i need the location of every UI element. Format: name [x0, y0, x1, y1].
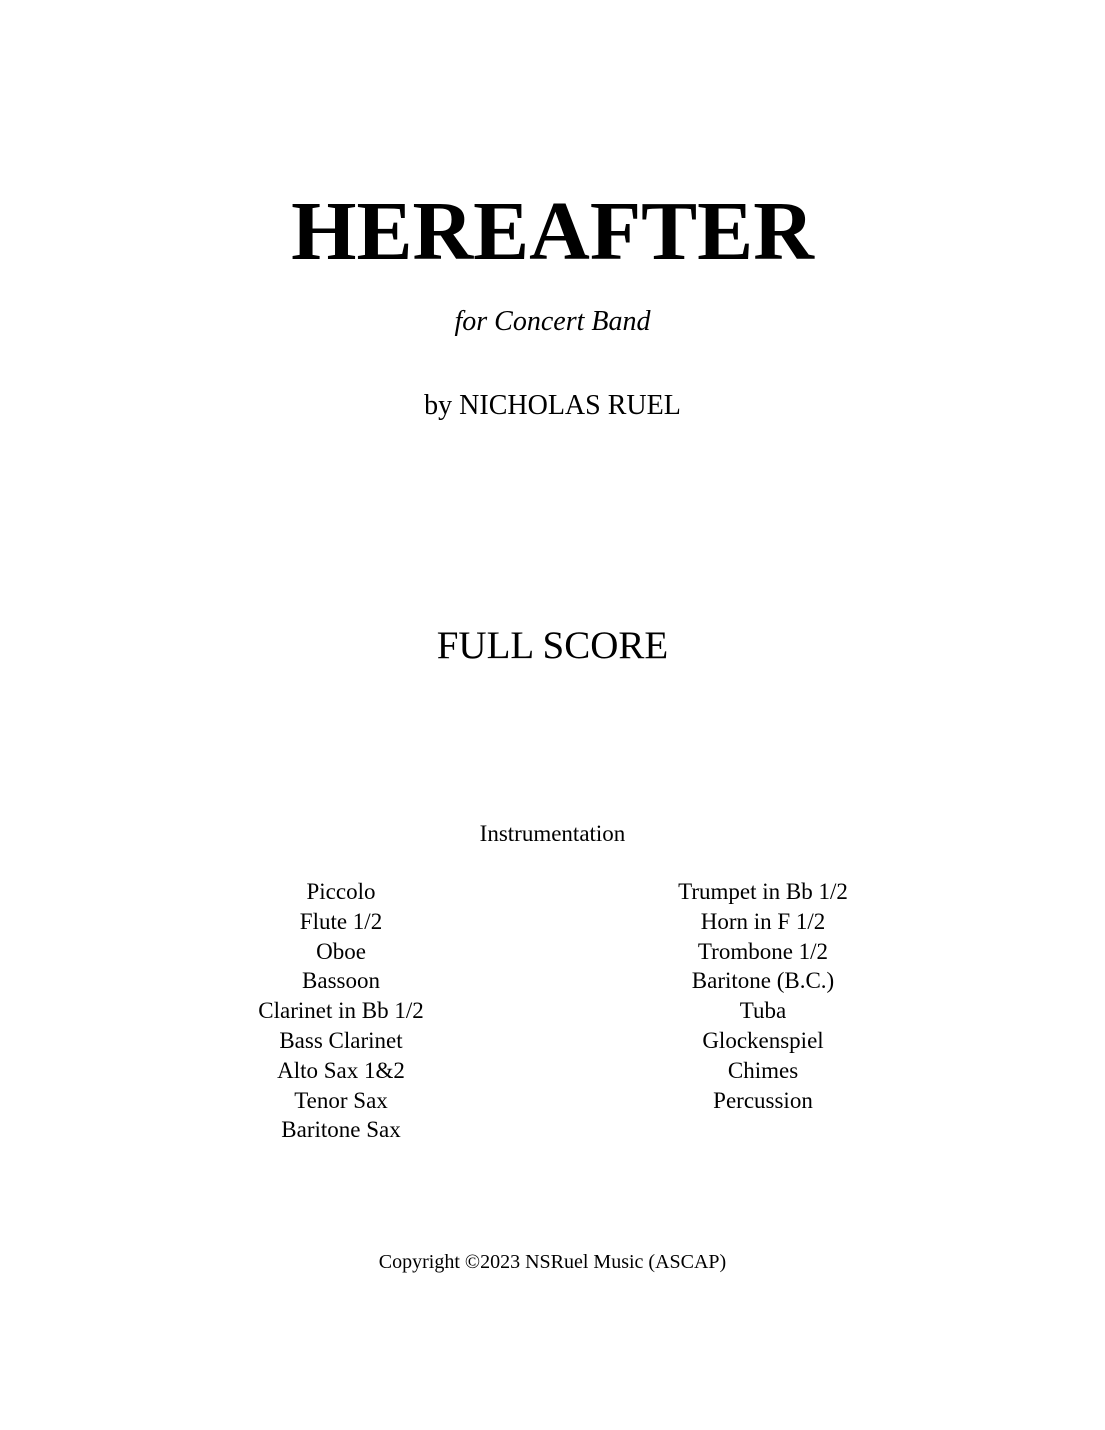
instrument-item: Alto Sax 1&2 — [277, 1057, 405, 1083]
instrumentation-heading: Instrumentation — [479, 821, 626, 846]
instrument-item: Baritone Sax — [281, 1117, 401, 1143]
instrument-item: Chimes — [727, 1057, 799, 1083]
instrument-item: Bassoon — [302, 968, 380, 994]
instrument-item: Bass Clarinet — [279, 1027, 403, 1053]
instrument-item: Tuba — [739, 998, 787, 1024]
instrument-item: Oboe — [316, 938, 366, 964]
instrument-item: Horn in F 1/2 — [700, 908, 826, 934]
composer-credit: by NICHOLAS RUEL — [424, 390, 681, 421]
instrument-item: Trombone 1/2 — [697, 938, 829, 964]
page-title: HEREAFTER — [291, 185, 814, 278]
instrumentation-list-right — [613, 877, 913, 1115]
instrument-item: Piccolo — [306, 879, 376, 904]
instrument-item: Baritone (B.C.) — [691, 968, 835, 994]
instrument-item: Flute 1/2 — [299, 908, 383, 934]
instrumentation-list-left — [191, 877, 491, 1145]
instrument-item: Glockenspiel — [702, 1027, 824, 1053]
instrument-item: Percussion — [713, 1087, 813, 1113]
instrument-item: Trumpet in Bb 1/2 — [678, 879, 848, 904]
copyright-notice: Copyright ©2023 NSRuel Music (ASCAP) — [378, 1251, 727, 1273]
score-type-label: FULL SCORE — [436, 624, 669, 667]
subtitle: for Concert Band — [454, 306, 651, 337]
instrument-item: Tenor Sax — [294, 1087, 388, 1113]
instrument-item: Clarinet in Bb 1/2 — [258, 998, 424, 1024]
